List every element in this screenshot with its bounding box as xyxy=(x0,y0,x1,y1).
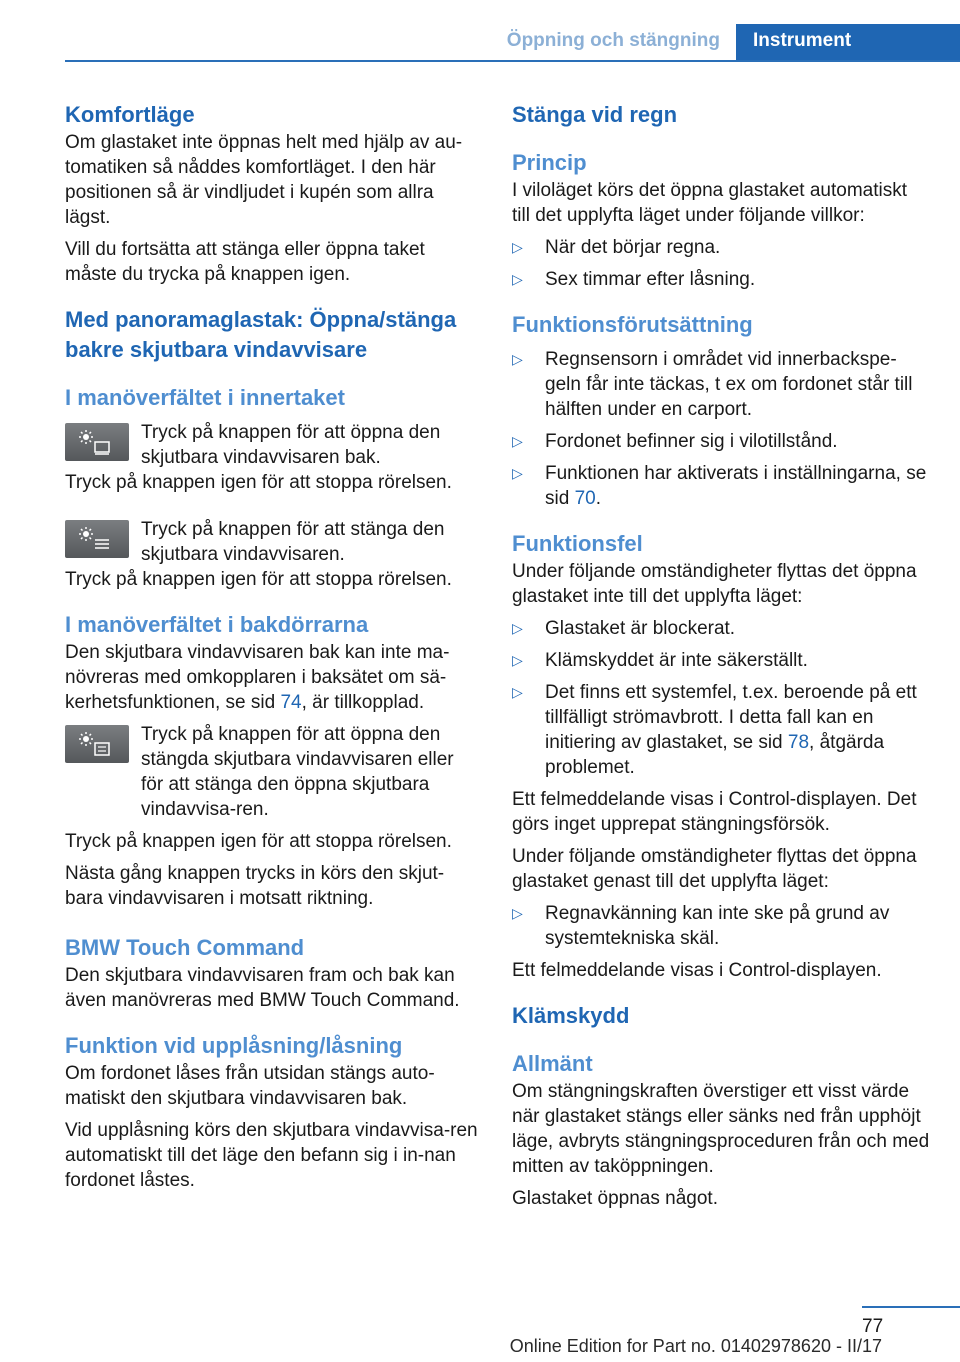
sunroof-open-button-icon[interactable] xyxy=(65,423,129,461)
general-heading: Allmänt xyxy=(512,1051,593,1076)
komfort-heading: Komfortläge xyxy=(65,102,195,127)
lock-paragraph-2: Vid upplåsning körs den skjutbara vindavvisa-ren automatiskt till det läge den befann sig i in-nan fordonet låstes. xyxy=(65,1120,478,1191)
rear-doors-paragraph: Den skjutbara vindavvisaren bak kan inte ma-növreras med omkopplaren i baksätet om sä-kerhetsfunktionen, se sid 74, är tillkopplad. xyxy=(65,642,450,713)
chapter-tab[interactable]: Instrument xyxy=(736,24,960,62)
komfort-paragraph-1: Om glastaket inte öppnas helt med hjälp av au-tomatiken så nåddes komfortläget. I den här positionen så är vindljudet i kupén som allra lägst. xyxy=(65,132,463,228)
triangle-bullet-icon: ▷ xyxy=(512,351,523,367)
princip-paragraph: I viloläget körs det öppna glastaket automatiskt till det upplyfta läget under följande villkor: xyxy=(512,180,908,226)
malfunction-list xyxy=(512,616,930,780)
triangle-bullet-icon: ▷ xyxy=(512,905,523,921)
malfunction-heading: Funktionsfel xyxy=(512,531,643,556)
malfunction-paragraph-2: Ett felmeddelande visas i Control-displayen. Det görs inget upprepat stängningsförsök. xyxy=(512,789,917,835)
princip-heading: Princip xyxy=(512,150,587,175)
triangle-bullet-icon: ▷ xyxy=(512,652,523,668)
malfunction-paragraph-4: Ett felmeddelande visas i Control-displayen. xyxy=(512,960,882,981)
footer-divider xyxy=(862,1306,960,1308)
button-1-description: Tryck på knappen för att öppna den skjutbara vindavvisaren bak. xyxy=(141,422,441,468)
rear-deflector-button-icon[interactable] xyxy=(65,725,129,763)
komfort-paragraph-2: Vill du fortsätta att stänga eller öppna taket måste du trycka på knappen igen. xyxy=(65,239,425,285)
triangle-bullet-icon: ▷ xyxy=(512,684,523,700)
lock-function-heading: Funktion vid upplåsning/låsning xyxy=(65,1033,403,1058)
list-item: ▷ Regnsensorn i området vid innerbackspe-geln får inte täckas, t ex om fordonet står till hälften under en carport. xyxy=(512,349,913,420)
triangle-bullet-icon: ▷ xyxy=(512,271,523,287)
stop-instruction-3: Tryck på knappen igen för att stoppa rörelsen. xyxy=(65,831,452,852)
pinch-protection-heading: Klämskydd xyxy=(512,1003,630,1028)
page-link-74[interactable]: 74 xyxy=(280,692,302,713)
sunroof-close-button-icon[interactable] xyxy=(65,520,129,558)
list-item: ▷ Glastaket är blockerat. xyxy=(512,618,736,639)
rear-doors-heading: I manöverfältet i bakdörrarna xyxy=(65,612,369,637)
list-item: ▷ Klämskyddet är inte säkerställt. xyxy=(512,650,808,671)
stop-instruction-2: Tryck på knappen igen för att stoppa rörelsen. xyxy=(65,569,452,590)
inner-roof-heading: I manöverfältet i innertaket xyxy=(65,385,345,410)
section-breadcrumb[interactable]: Öppning och stängning xyxy=(506,30,720,51)
triangle-bullet-icon: ▷ xyxy=(512,433,523,449)
page-number: 77 xyxy=(862,1316,884,1337)
edition-footer: Online Edition for Part no. 01402978620 - II/17 xyxy=(509,1336,882,1356)
triangle-bullet-icon: ▷ xyxy=(512,620,523,636)
princip-list xyxy=(512,235,930,292)
list-item: ▷ När det börjar regna. xyxy=(512,237,721,258)
button-toggle-rear-deflector xyxy=(65,722,478,822)
malfunction-paragraph-3: Under följande omständigheter flyttas det öppna glastaket genast till det upplyfta läget: xyxy=(512,846,917,892)
header-divider xyxy=(65,60,960,62)
stop-instruction-1: Tryck på knappen igen för att stoppa rörelsen. xyxy=(65,472,452,493)
page-header xyxy=(65,24,960,62)
lock-paragraph-1: Om fordonet låses från utsidan stängs auto-matiskt den skjutbara vindavvisaren bak. xyxy=(65,1063,435,1109)
panorama-heading: Med panoramaglastak: Öppna/stänga bakre skjutbara vindavvisare xyxy=(65,307,457,362)
list-item: ▷ Funktionen har aktiverats i inställningarna, se sid 70. xyxy=(512,463,927,509)
general-paragraph-2: Glastaket öppnas något. xyxy=(512,1188,718,1209)
malfunction-list-2 xyxy=(512,901,930,951)
page-link-78[interactable]: 78 xyxy=(787,732,810,753)
right-column xyxy=(512,100,930,1211)
list-item: ▷ Det finns ett systemfel, t.ex. beroende på ett tillfälligt strömavbrott. I detta fall kan en initiering av glastaket, se sid 78, åtgärda problemet. xyxy=(512,682,917,778)
list-item: ▷ Fordonet befinner sig i vilotillstånd. xyxy=(512,431,838,452)
malfunction-paragraph-1: Under följande omständigheter flyttas det öppna glastaket inte till det upplyfta läget: xyxy=(512,561,917,607)
button-2-description: Tryck på knappen för att stänga den skjutbara vindavvisaren. xyxy=(141,519,445,565)
rain-close-heading: Stänga vid regn xyxy=(512,102,678,127)
prerequisite-heading: Funktionsförutsättning xyxy=(512,312,753,337)
button-close-rear-deflector xyxy=(65,517,478,567)
triangle-bullet-icon: ▷ xyxy=(512,239,523,255)
list-item: ▷ Regnavkänning kan inte ske på grund av systemtekniska skäl. xyxy=(512,903,890,949)
triangle-bullet-icon: ▷ xyxy=(512,465,523,481)
bmw-touch-command-paragraph: Den skjutbara vindavvisaren fram och bak kan även manövreras med BMW Touch Command. xyxy=(65,965,460,1011)
general-paragraph-1: Om stängningskraften överstiger ett visst värde när glastaket stängs eller sänks ned från upphöjt läge, avbryts stängningsproceduren från och med mitten av taköppningen. xyxy=(512,1081,930,1177)
prerequisite-list xyxy=(512,347,930,511)
bmw-touch-command-heading: BMW Touch Command xyxy=(65,935,305,960)
list-item: ▷ Sex timmar efter låsning. xyxy=(512,269,756,290)
button-open-rear-deflector xyxy=(65,420,478,470)
left-column xyxy=(65,100,478,1193)
page-link-70[interactable]: 70 xyxy=(574,488,596,509)
button-3-description: Tryck på knappen för att öppna den stängda skjutbara vindavvisaren eller för att stänga den öppna skjutbara vindavvisa-ren. xyxy=(141,724,454,820)
next-time-paragraph: Nästa gång knappen trycks in körs den skjut-bara vindavvisaren i motsatt riktning. xyxy=(65,863,445,909)
